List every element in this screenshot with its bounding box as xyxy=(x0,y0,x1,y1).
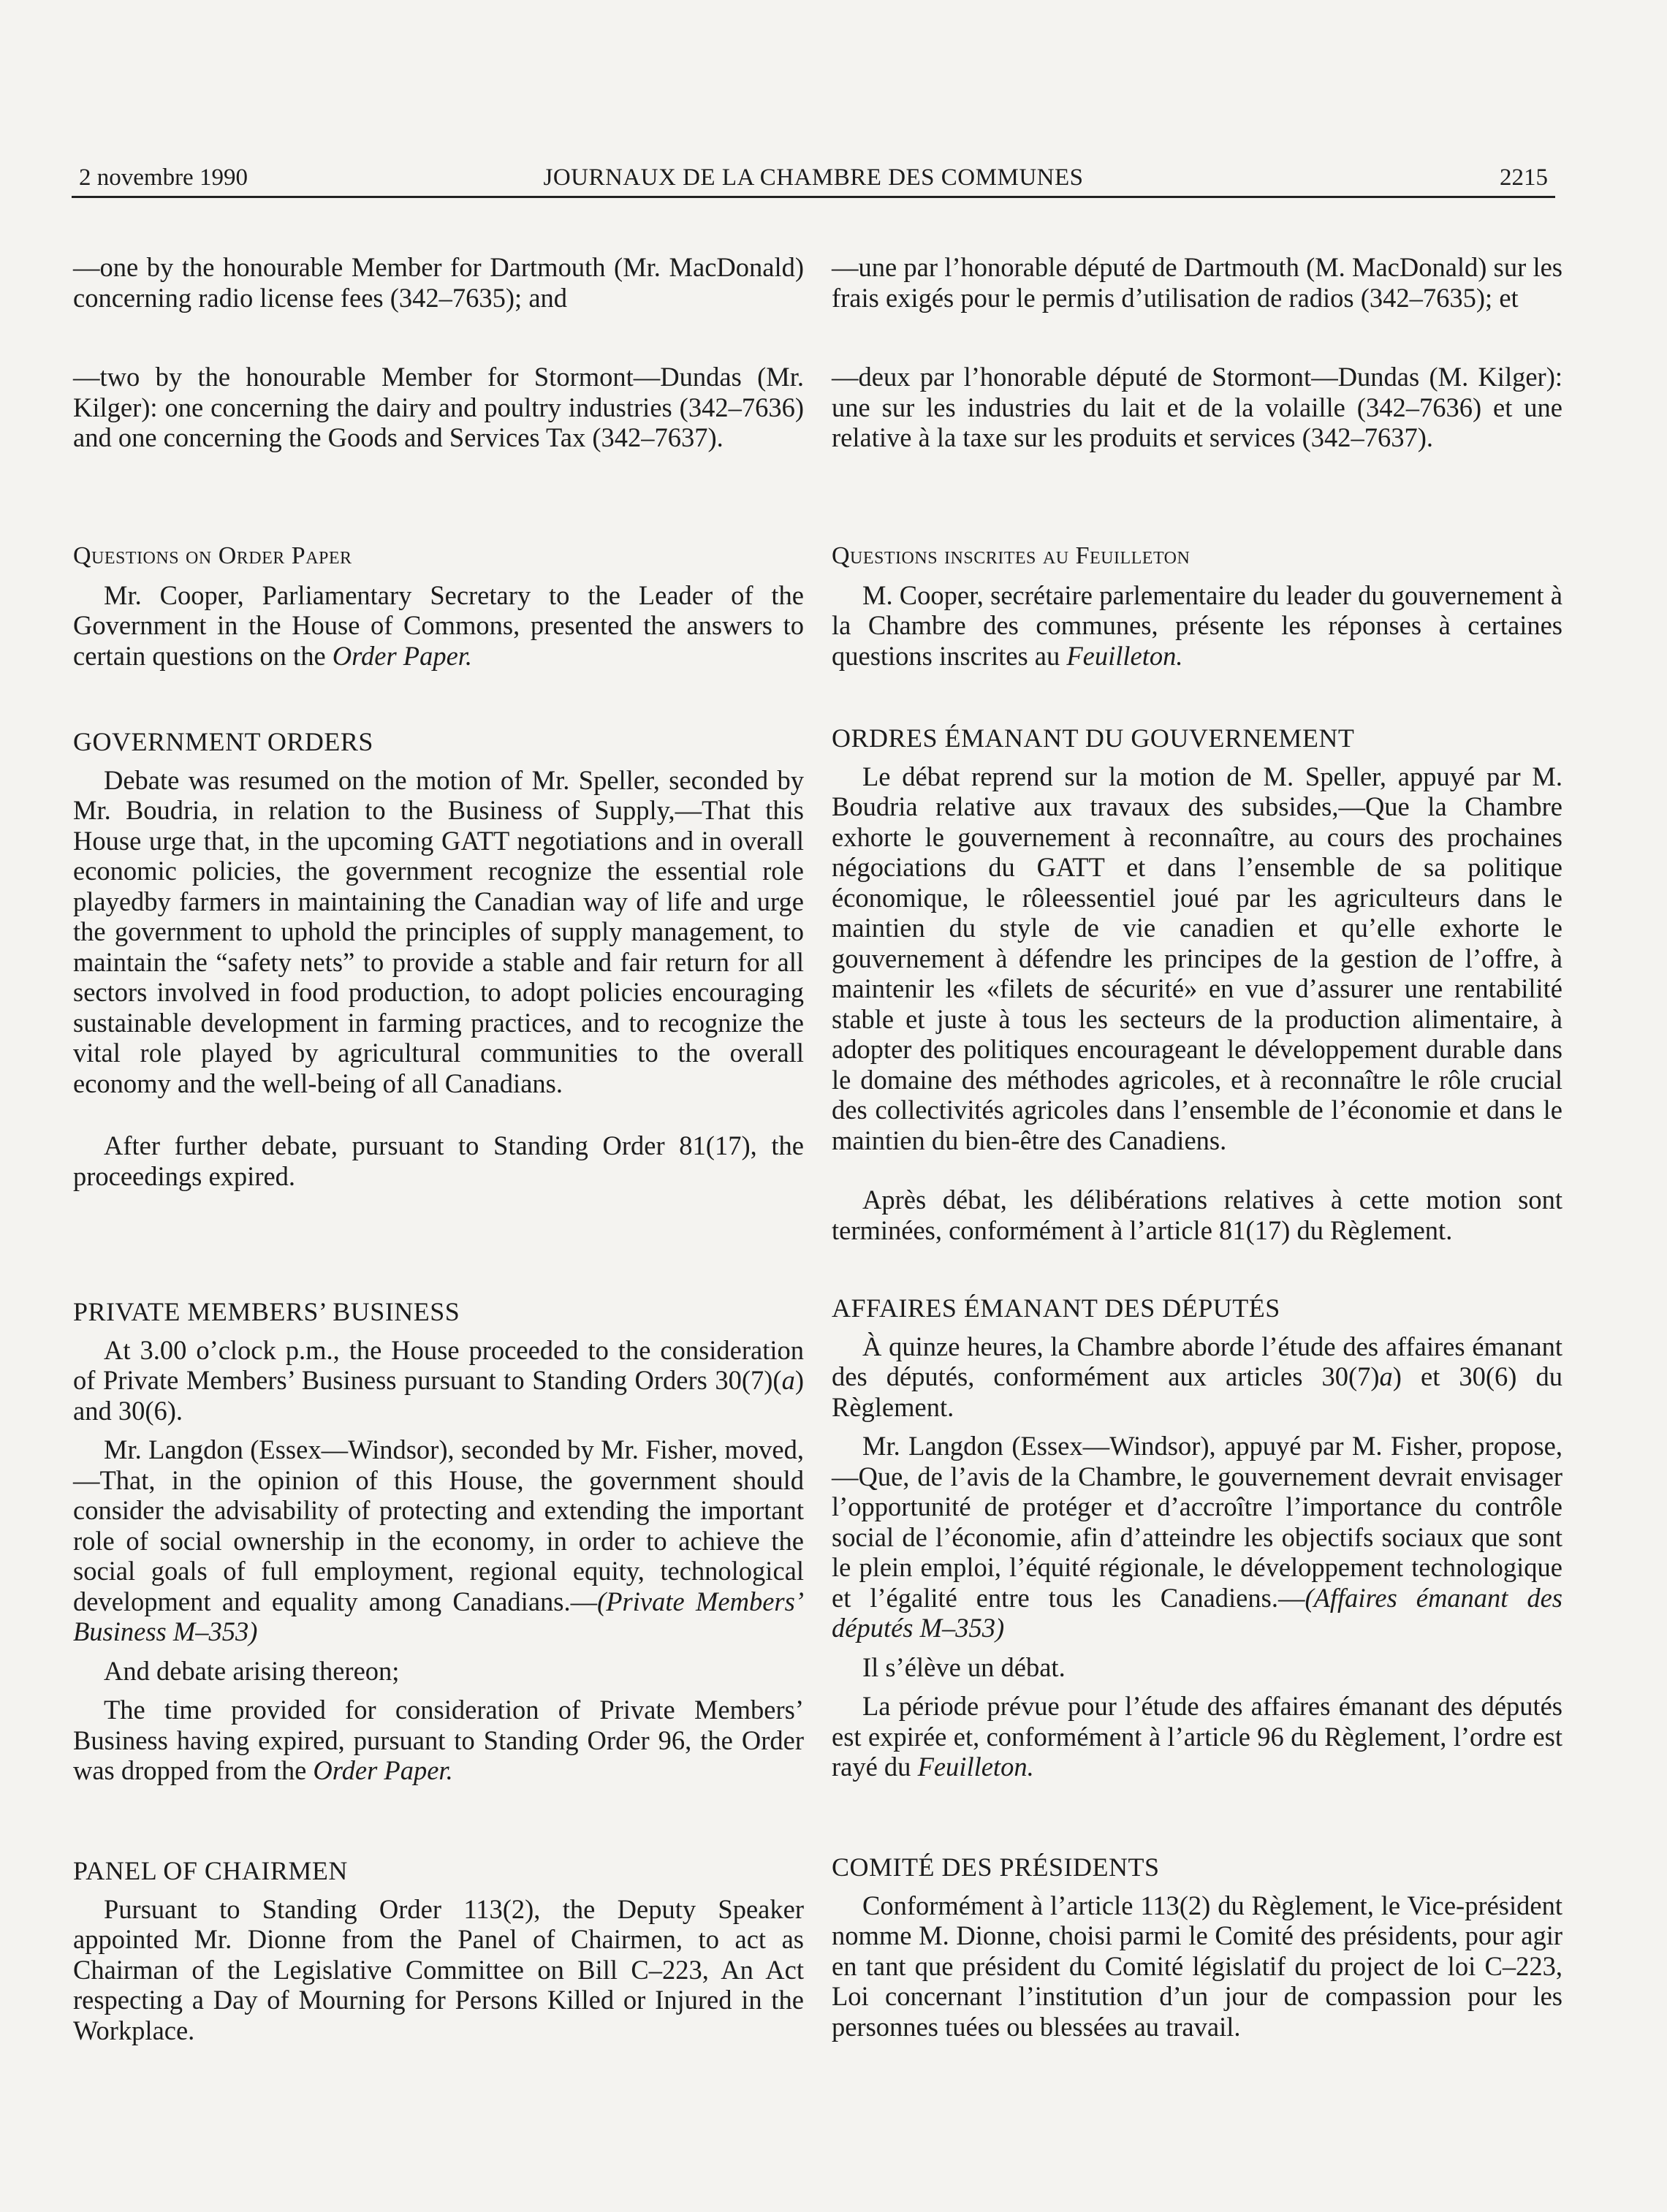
header-date: 2 novembre 1990 xyxy=(79,164,248,191)
section-text: Mr. Langdon (Essex—Windsor), seconded by Mr. Fisher, moved,—That, in the opinion of this House, the government should consider the advisability of protecting and extending the important role of social ownership in the economy, in order to achieve the social goals of full employment, regional equity, technological development and equality among Canadians.—(Private Members’ Business M–353) xyxy=(73,1434,804,1646)
section-text: The time provided for consideration of Private Members’ Business having expired, pursuant to Standing Order 96, the Order was dropped from the Order Paper. xyxy=(73,1695,804,1785)
pmb-section-en xyxy=(73,1297,804,1786)
panel-section-en xyxy=(73,1856,804,2045)
section-heading: ORDRES ÉMANANT DU GOUVERNEMENT xyxy=(832,723,1355,753)
page-number: 2215 xyxy=(1500,164,1548,191)
section-text: La période prévue pour l’étude des affaires émanant des députés est expirée et, conformément à l’article 96 du Règlement, l’ordre est rayé du Feuilleton. xyxy=(832,1691,1562,1782)
panel-section-fr xyxy=(832,1852,1562,2042)
section-heading: GOVERNMENT ORDERS xyxy=(73,727,373,756)
questions-section-fr xyxy=(832,541,1562,671)
section-text: After further debate, pursuant to Standing Order 81(17), the proceedings expired. xyxy=(73,1130,804,1191)
section-text: At 3.00 o’clock p.m., the House proceeded to the consideration of Private Members’ Business pursuant to Standing Orders 30(7)(a) and 30(6). xyxy=(73,1334,804,1426)
govt-orders-section-fr xyxy=(832,723,1562,1245)
section-heading: Questions inscrites au Feuilleton xyxy=(832,542,1191,569)
petition-stormont-en: —two by the honourable Member for Stormont—Dundas (Mr. Kilger): one concerning the dairy and poultry industries (342–7636) and one concerning the Goods and Services Tax (342–7637). xyxy=(73,362,804,452)
page-header xyxy=(72,153,1555,198)
section-heading: Questions on Order Paper xyxy=(73,542,352,569)
section-heading: PRIVATE MEMBERS’ BUSINESS xyxy=(73,1297,460,1326)
questions-section-en xyxy=(73,541,804,671)
section-heading: PANEL OF CHAIRMEN xyxy=(73,1856,348,1885)
section-text: M. Cooper, secrétaire parlementaire du leader du gouvernement à la Chambre des communes, présente les réponses à certaines questions inscrites au Feuilleton. xyxy=(832,579,1562,671)
section-text: Pursuant to Standing Order 113(2), the Deputy Speaker appointed Mr. Dionne from the Panel of Chairmen, to act as Chairman of the Legislative Committee on Bill C–223, An Act respecting a Day of Mourning for Persons Killed or Injured in the Workplace. xyxy=(73,1893,804,2045)
petition-stormont-fr: —deux par l’honorable député de Stormont—Dundas (M. Kilger): une sur les industries du lait et de la volaille (342–7636) et une relative à la taxe sur les produits et services (342–7637). xyxy=(832,362,1562,452)
section-heading: AFFAIRES ÉMANANT DES DÉPUTÉS xyxy=(832,1293,1280,1323)
section-text: Conformément à l’article 113(2) du Règlement, le Vice-président nomme M. Dionne, choisi parmi le Comité des présidents, pour agir en tant que président du Comité législatif du project de loi C–223, Loi concernant l’institution d’un jour de compassion pour les personnes tuées ou blessées au travail. xyxy=(832,1890,1562,2042)
section-text: And debate arising thereon; xyxy=(104,1655,400,1686)
section-text: Le débat reprend sur la motion de M. Speller, appuyé par M. Boudria relative aux travaux des subsides,—Que la Chambre exhorte le gouvernement à reconnaître, au cours des prochaines négociations du GATT et dans l’ensemble de sa politique économique, le rôleessentiel joué par les agriculteurs dans le maintien du style de vie canadien et qu’elle exhorte le gouvernement à défendre les principes de la gestion de l’offre, à maintenir les «filets de sécurité» en vue d’assurer une rentabilité stable et juste à tous les secteurs de la production alimentaire, à adopter des politiques encourageant le développement durable dans le domaine des méthodes agricoles, et à reconnaître le rôle crucial des collectivités agricoles dans l’ensemble de l’économie et dans le maintien du bien-être des Canadiens. xyxy=(832,761,1562,1155)
petition-dartmouth-fr: —une par l’honorable député de Dartmouth (M. MacDonald) sur les frais exigés pour le permis d’utilisation de radios (342–7635); et xyxy=(832,252,1562,313)
govt-orders-section-en xyxy=(73,727,804,1191)
section-text: Il s’élève un débat. xyxy=(862,1652,1066,1682)
section-text: Après débat, les délibérations relatives à cette motion sont terminées, conformément à l’article 81(17) du Règlement. xyxy=(832,1185,1562,1245)
section-text: Debate was resumed on the motion of Mr. Speller, seconded by Mr. Boudria, in relation to the Business of Supply,—That this House urge that, in the upcoming GATT negotiations and in overall economic policies, the government recognize the essential role playedby farmers in maintaining the Canadian way of life and urge the government to uphold the principles of supply management, to maintain the “safety nets” to provide a stable and fair return for all sectors involved in food production, to adopt policies encouraging sustainable development in farming practices, and to recognize the vital role played by agricultural communities to the overall economy and the well-being of all Canadians. xyxy=(73,764,804,1098)
section-heading: COMITÉ DES PRÉSIDENTS xyxy=(832,1852,1160,1882)
section-text: À quinze heures, la Chambre aborde l’étude des affaires émanant des députés, conformément aux articles 30(7)a) et 30(6) du Règlement. xyxy=(832,1331,1562,1422)
petition-dartmouth-en: —one by the honourable Member for Dartmouth (Mr. MacDonald) concerning radio license fees (342–7635); and xyxy=(73,252,804,313)
section-text: Mr. Langdon (Essex—Windsor), appuyé par M. Fisher, propose,—Que, de l’avis de la Chambre, le gouvernement devrait envisager l’opportunité de protéger et d’accroître l’importance du contrôle social de l’économie, afin d’atteindre les objectifs sociaux que sont le plein emploi, l’équité régionale, le développement technologique et l’égalité entre tous les Canadiens.—(Affaires émanant des députés M–353) xyxy=(832,1431,1562,1643)
section-text: Mr. Cooper, Parliamentary Secretary to the Leader of the Government in the House of Commons, presented the answers to certain questions on the Order Paper. xyxy=(73,579,804,671)
pmb-section-fr xyxy=(832,1293,1562,1782)
header-title: JOURNAUX DE LA CHAMBRE DES COMMUNES xyxy=(543,164,1084,191)
